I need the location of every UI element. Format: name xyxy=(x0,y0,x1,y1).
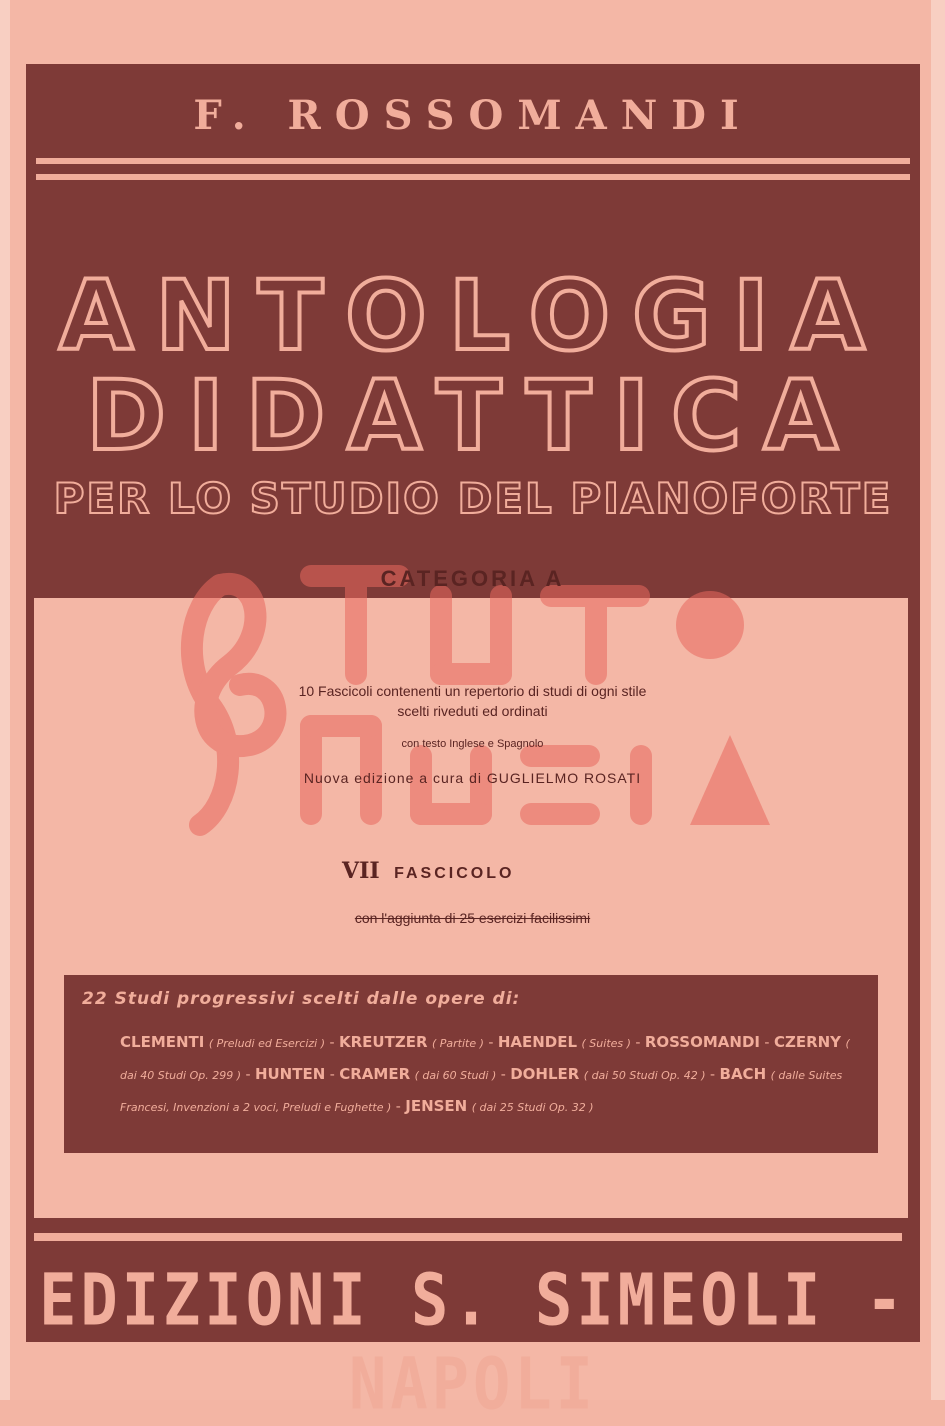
composer-name: CLEMENTI xyxy=(120,1033,205,1051)
composer-name: HUNTEN xyxy=(254,1065,326,1083)
composer-name: KREUTZER xyxy=(338,1033,428,1051)
publisher-rule xyxy=(34,1233,902,1241)
description-line-1: 10 Fascicoli contenenti un repertorio di studi di ogni stile xyxy=(298,683,647,699)
composer-name: BACH xyxy=(719,1065,767,1083)
composer-name: ROSSOMANDI xyxy=(644,1033,760,1051)
composer-works: ( dai 25 Studi Op. 32 ) xyxy=(471,1101,594,1114)
languages-note: con testo Inglese e Spagnolo xyxy=(401,738,544,750)
composer-name: JENSEN xyxy=(405,1097,468,1115)
composer-works: ( dai 40 Studi Op. 299 ) xyxy=(120,1037,850,1082)
publisher-name: EDIZIONI S. SIMEOLI - NAPOLI xyxy=(39,1258,907,1426)
page-edge-right xyxy=(931,0,945,1400)
volume-word: FASCICOLO xyxy=(394,865,515,882)
editor-credit: Nuova edizione a cura di GUGLIELMO ROSATI xyxy=(303,770,642,786)
composer-name: HAENDEL xyxy=(497,1033,578,1051)
page-edge-left xyxy=(0,0,10,1400)
composer-works: ( dalle Suites Francesi, Invenzioni a 2 voci, Preludi e Fughette ) xyxy=(120,1069,843,1114)
description-line-2: scelti riveduti ed ordinati xyxy=(397,703,548,719)
struck-note: con l'aggiunta di 25 esercizi facilissimi xyxy=(354,910,591,926)
composer-list: CLEMENTI ( Preludi ed Esercizi ) - KREUTZER ( Partite ) - HAENDEL ( Suites ) - ROSSOMANDI - CZERNY ( dai 40 Studi Op. 299 ) - HUNTEN - CRAMER ( dai 60 Studi ) - DOHLER ( dai 50 Studi Op. 42 ) - BACH ( dalle Suites Francesi, Invenzioni a 2 voci, Preludi e Fughette ) - JENSEN ( dai 25 Studi Op. 32 ) xyxy=(120,1033,850,1115)
composer-works: ( Suites ) xyxy=(581,1037,631,1050)
subtitle: PER LO STUDIO DEL PIANOFORTE xyxy=(53,474,893,523)
composer-works: ( dai 60 Studi ) xyxy=(414,1069,497,1082)
composer-name: CZERNY xyxy=(773,1033,842,1051)
volume-label xyxy=(342,858,514,884)
author-name: F. ROSSOMANDI xyxy=(193,92,753,139)
composer-works: ( dai 50 Studi Op. 42 ) xyxy=(583,1069,706,1082)
category-label: CATEGORIA A xyxy=(380,566,565,591)
composer-name: DOHLER xyxy=(510,1065,580,1083)
composer-works: ( Partite ) xyxy=(431,1037,484,1050)
studies-heading: 22 Studi progressivi scelti dalle opere di: xyxy=(82,989,521,1009)
volume-number: VII xyxy=(342,858,380,884)
composer-name: CRAMER xyxy=(339,1065,411,1083)
double-rule-bottom xyxy=(36,174,910,180)
title-line-1: ANTOLOGIA xyxy=(59,260,887,372)
composer-works: ( Preludi ed Esercizi ) xyxy=(208,1037,326,1050)
title-line-2: DIDATTICA xyxy=(86,360,860,472)
double-rule-top xyxy=(36,158,910,164)
studies-box xyxy=(64,975,878,1153)
